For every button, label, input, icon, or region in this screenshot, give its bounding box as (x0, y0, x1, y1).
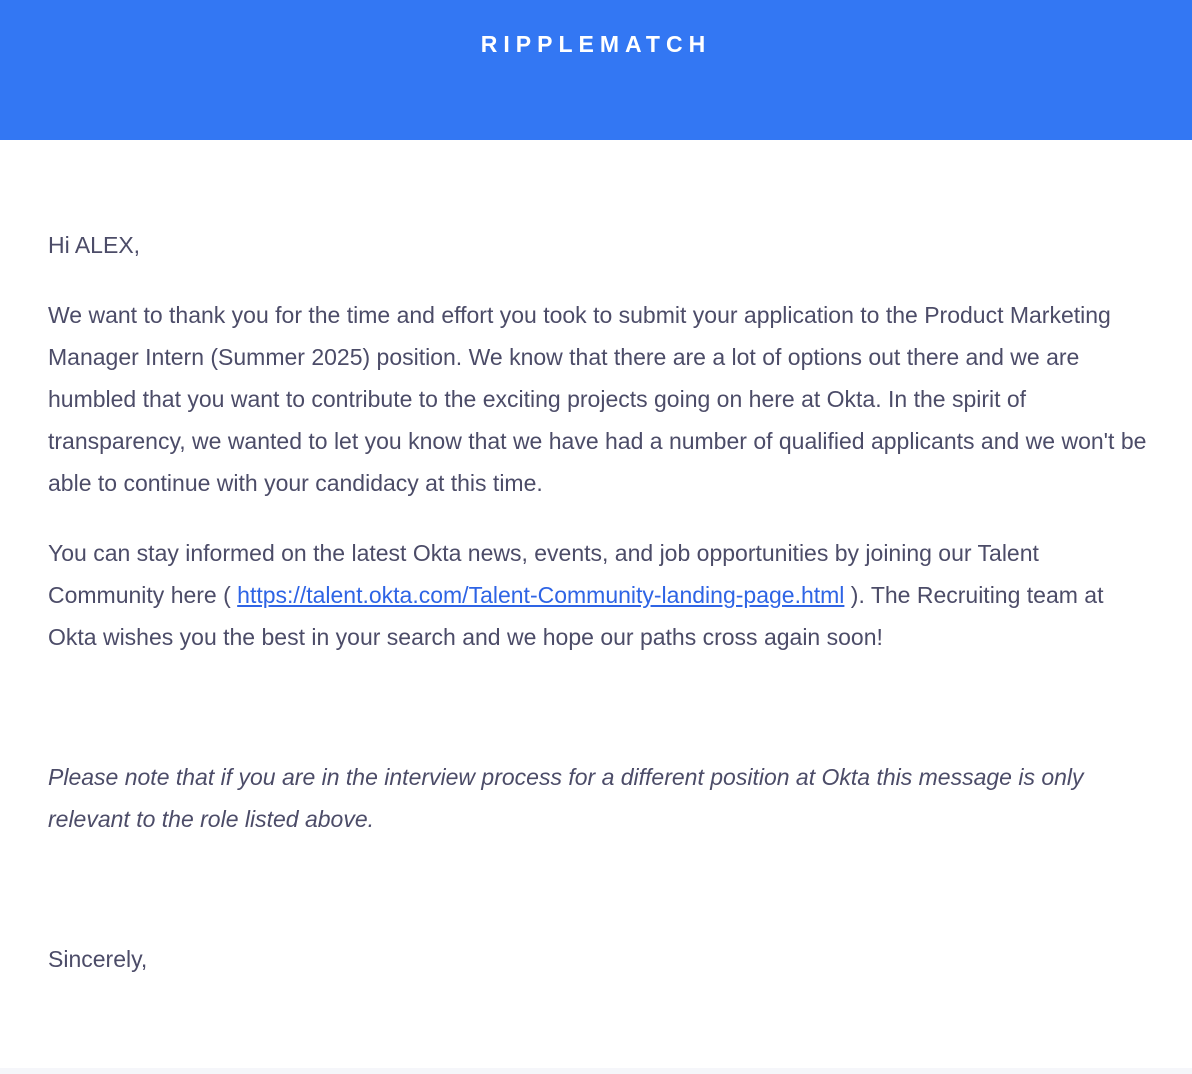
closing: Sincerely, (48, 946, 148, 972)
email-body (0, 140, 1192, 980)
footer-strip (0, 1068, 1192, 1074)
paragraph-talent-community-before: You can stay informed on the latest Okta news, events, and job opportunities by joining our Talent Community here ( (48, 540, 1039, 608)
greeting: Hi ALEX, (48, 232, 141, 258)
note-different-position: Please note that if you are in the interview process for a different position at Okta this message is only relevant to the role listed above. (48, 764, 1084, 832)
paragraph-talent-community (48, 532, 1148, 658)
ripplematch-logo: RIPPLEMATCH (480, 31, 712, 57)
email-header (0, 0, 1192, 140)
paragraph-talent-community-after: ). The Recruiting team at Okta wishes you the best in your search and we hope our paths cross again soon! (48, 582, 1104, 650)
talent-community-link[interactable]: https://talent.okta.com/Talent-Community-landing-page.html (237, 582, 845, 608)
paragraph-application: We want to thank you for the time and effort you took to submit your application to the Product Marketing Manager Intern (Summer 2025) position. We know that there are a lot of options out there and we are humbled that you want to contribute to the exciting projects going on here at Okta. In the spirit of transparency, we wanted to let you know that we have had a number of qualified applicants and we won't be able to continue with your candidacy at this time. (48, 302, 1147, 496)
